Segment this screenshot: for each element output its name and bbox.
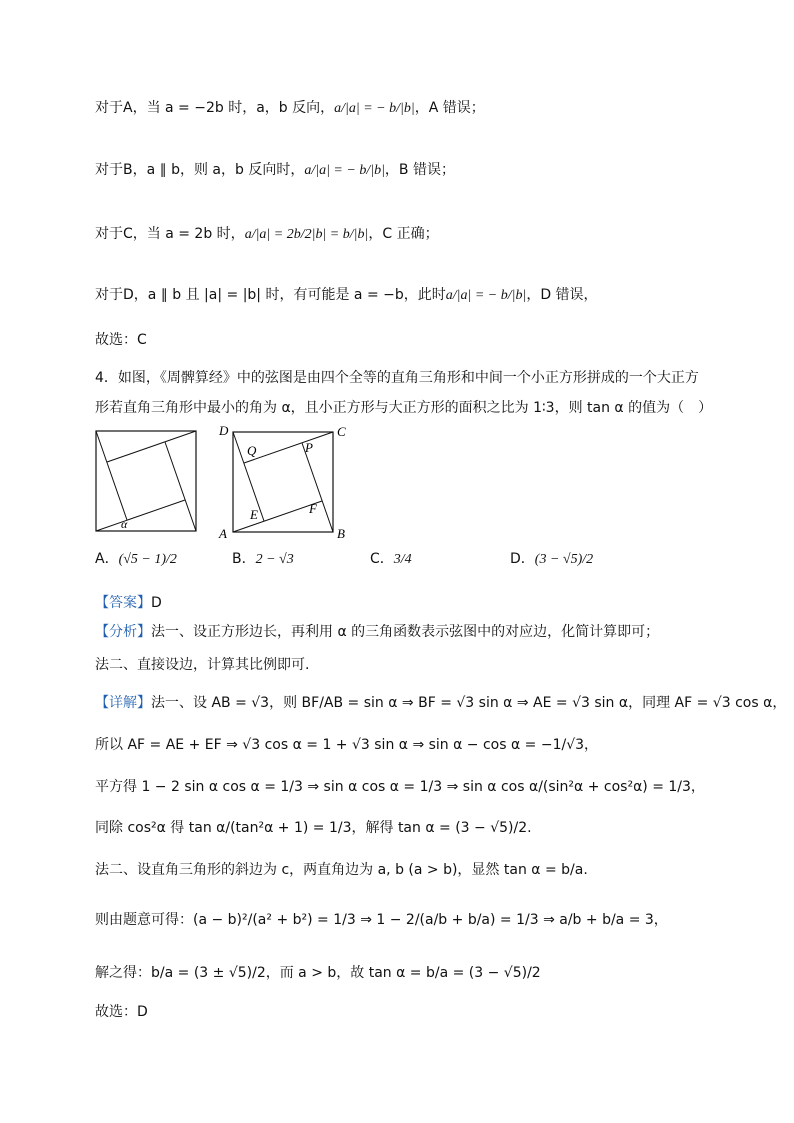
label-A: A xyxy=(219,526,227,541)
label-E: E xyxy=(250,507,258,522)
line-b: 对于B，a ∥ b，则 a，b 反向时，a/|a| = − b/|b|，B 错误； xyxy=(95,162,455,178)
label-Q: Q xyxy=(247,443,257,458)
analysis-tag: 【分析】 xyxy=(95,624,151,640)
line-a: 对于A，当 a = −2b 时，a，b 反向，a/|a| = − b/|b|，A 错误； xyxy=(95,100,485,116)
option-b[interactable]: B．2 − √3 xyxy=(232,551,294,567)
analysis-line1: 【分析】法一、设正方形边长，再利用 α 的三角函数表示弦图中的对应边，化简计算即可； xyxy=(95,624,660,640)
option-d[interactable]: D．(3 − √5)/2 xyxy=(510,551,594,567)
line-d: 对于D，a ∥ b 且 |a| = |b| 时，有可能是 a = −b，此时a/|a| = − b/|b|，D 错误， xyxy=(95,287,598,303)
label-P: P xyxy=(305,440,313,455)
detail-line2: 所以 AF = AE + EF ⇒ √3 cos α = 1 + √3 sin α ⇒ sin α − cos α = −1/√3， xyxy=(95,737,599,753)
choose-c: 故选：C xyxy=(95,332,147,348)
detail-line1: 【详解】法一、设 AB = √3，则 BF/AB = sin α ⇒ BF = √3 sin α ⇒ AE = √3 sin α，同理 AF = √3 cos α， xyxy=(95,695,787,711)
label-B: B xyxy=(337,526,345,541)
answer-tag: 【答案】 xyxy=(95,595,151,611)
question-4-line2: 形若直角三角形中最小的角为 α，且小正方形与大正方形的面积之比为 1∶3，则 tan α 的值为（ ） xyxy=(95,400,713,416)
line-c: 对于C，当 a = 2b 时，a/|a| = 2b/2|b| = b/|b|，C 正确； xyxy=(95,226,439,242)
left-figure xyxy=(95,430,197,532)
option-a[interactable]: A．(√5 − 1)/2 xyxy=(95,551,177,567)
answer-line: 【答案】D xyxy=(95,595,162,611)
analysis-line2: 法二、直接设边，计算其比例即可. xyxy=(95,657,310,673)
choose-d: 故选：D xyxy=(95,1004,148,1020)
detail-line6: 则由题意可得：(a − b)²/(a² + b²) = 1/3 ⇒ 1 − 2/(a/b + b/a) = 1/3 ⇒ a/b + b/a = 3， xyxy=(95,912,668,928)
detail-line3: 平方得 1 − 2 sin α cos α = 1/3 ⇒ sin α cos α = 1/3 ⇒ sin α cos α/(sin²α + cos²α) = 1/3， xyxy=(95,779,705,795)
label-F: F xyxy=(309,501,317,516)
detail-line7: 解之得：b/a = (3 ± √5)/2，而 a > b，故 tan α = b/a = (3 − √5)/2 xyxy=(95,965,541,981)
question-4-line1: 4．如图，《周髀算经》中的弦图是由四个全等的直角三角形和中间一个小正方形拼成的一个大正方 xyxy=(95,370,699,386)
label-C: C xyxy=(337,424,346,439)
option-c[interactable]: C．3/4 xyxy=(370,551,412,567)
angle-alpha-label: α xyxy=(121,517,128,531)
detail-tag: 【详解】 xyxy=(95,695,151,711)
right-figure xyxy=(215,422,355,542)
label-D: D xyxy=(219,423,229,438)
detail-line4: 同除 cos²α 得 tan α/(tan²α + 1) = 1/3，解得 tan α = (3 − √5)/2. xyxy=(95,820,532,836)
detail-line5: 法二、设直角三角形的斜边为 c，两直角边为 a, b (a > b)，显然 tan α = b/a. xyxy=(95,862,588,878)
